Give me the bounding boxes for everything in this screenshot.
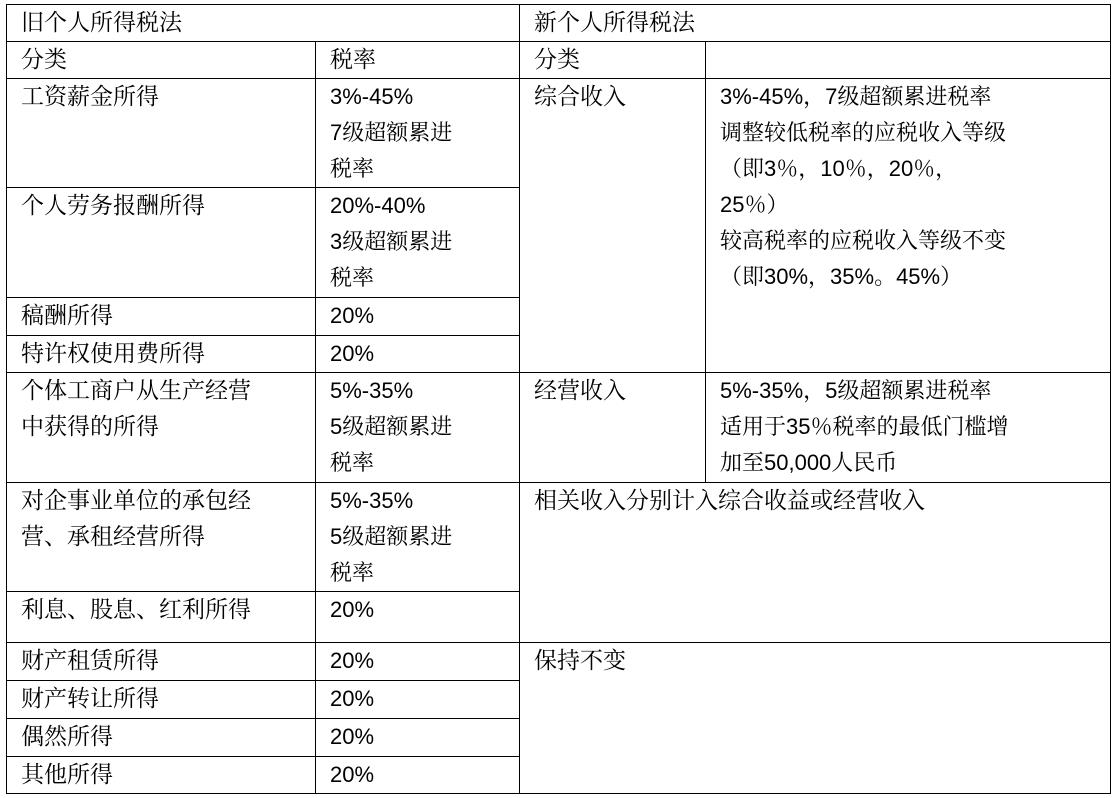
- old-rate-cell: 20%: [316, 757, 520, 794]
- new-merged-note: 相关收入分别计入综合收益或经营收入: [520, 483, 1111, 643]
- old-rate-cell: 5%-35% 5级超额累进 税率: [316, 373, 520, 483]
- old-category-cell: 对企事业单位的承包经 营、承租经营所得: [7, 483, 316, 592]
- new-unchanged-note: 保持不变: [520, 643, 1111, 794]
- old-category-header: 分类: [7, 42, 316, 79]
- old-category-cell: 个体工商户从生产经营 中获得的所得: [7, 373, 316, 483]
- old-rate-cell: 3%-45% 7级超额累进 税率: [316, 79, 520, 188]
- old-category-cell: 财产转让所得: [7, 681, 316, 719]
- tax-comparison-table: [6, 4, 1111, 794]
- old-category-cell: 其他所得: [7, 757, 316, 794]
- new-business-category: 经营收入: [520, 373, 706, 483]
- old-rate-cell: 20%: [316, 719, 520, 757]
- new-law-title: 新个人所得税法: [520, 5, 1111, 42]
- old-category-cell: 利息、股息、红利所得: [7, 592, 316, 643]
- old-category-cell: 稿酬所得: [7, 298, 316, 336]
- new-comprehensive-desc: 3%-45%，7级超额累进税率 调整较低税率的应税收入等级 （即3％，10％，20％， 25％） 较高税率的应税收入等级不变 （即30%，35%。45%）: [706, 79, 1111, 373]
- new-business-desc: 5%-35%，5级超额累进税率 适用于35％税率的最低门槛增 加至50,000人民币: [706, 373, 1111, 483]
- old-rate-cell: 20%: [316, 298, 520, 336]
- old-law-title: 旧个人所得税法: [7, 5, 520, 42]
- old-rate-cell: 20%: [316, 681, 520, 719]
- old-rate-cell: 20%: [316, 336, 520, 373]
- old-rate-header: 税率: [316, 42, 520, 79]
- old-category-cell: 工资薪金所得: [7, 79, 316, 188]
- old-rate-cell: 20%-40% 3级超额累进 税率: [316, 188, 520, 298]
- new-comprehensive-category: 综合收入: [520, 79, 706, 373]
- old-category-cell: 个人劳务报酬所得: [7, 188, 316, 298]
- old-rate-cell: 5%-35% 5级超额累进 税率: [316, 483, 520, 592]
- old-rate-cell: 20%: [316, 592, 520, 643]
- old-category-cell: 偶然所得: [7, 719, 316, 757]
- old-rate-cell: 20%: [316, 643, 520, 681]
- old-category-cell: 特许权使用费所得: [7, 336, 316, 373]
- new-category-header: 分类: [520, 42, 706, 79]
- new-desc-header: [706, 42, 1111, 79]
- old-category-cell: 财产租赁所得: [7, 643, 316, 681]
